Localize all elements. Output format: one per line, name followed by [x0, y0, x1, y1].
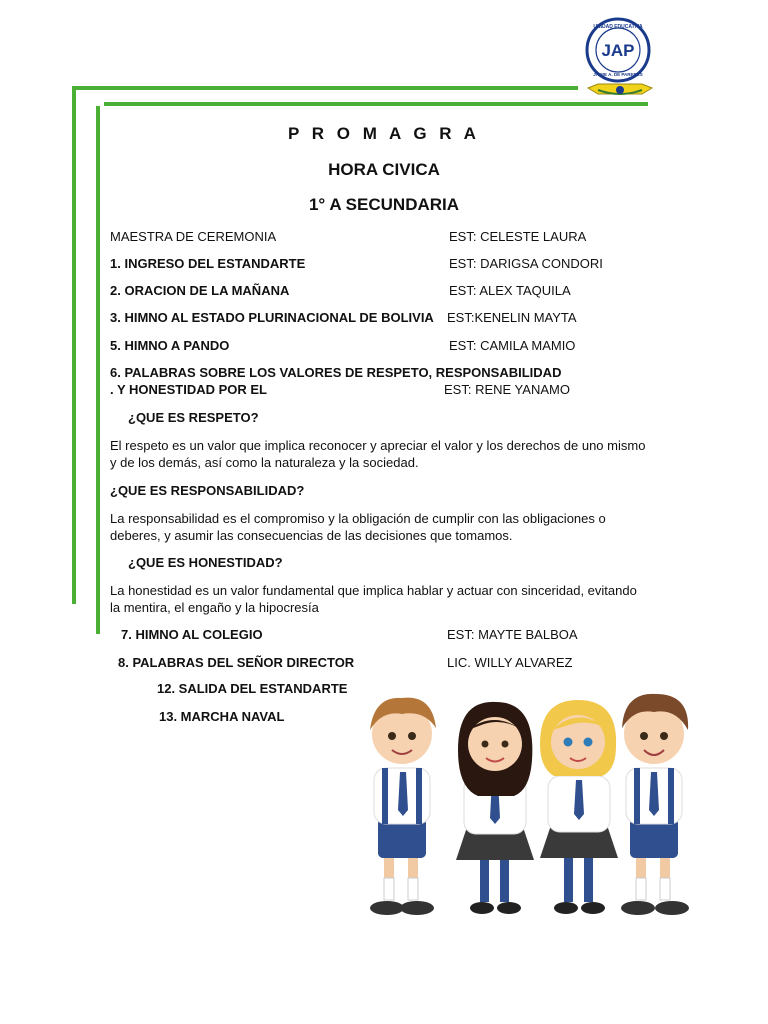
logo-text-top: UNIDAD EDUCATIVA: [593, 24, 643, 30]
program-item-ceremony-host: MAESTRA DE CEREMONIA: [110, 229, 277, 244]
program-person-morning-prayer: EST: ALEX TAQUILA: [449, 283, 571, 298]
program-item-school-anthem: 7. HIMNO AL COLEGIO: [121, 627, 263, 642]
program-item-flag-exit: 12. SALIDA DEL ESTANDARTE: [157, 681, 348, 696]
program-person-flag-entry: EST: DARIGSA CONDORI: [449, 256, 603, 271]
program-person-values-speech: EST: RENE YANAMO: [444, 382, 570, 397]
student-boy-left: [370, 698, 436, 915]
top-border-line-outer: [74, 86, 578, 90]
program-person-pando-anthem: EST: CAMILA MAMIO: [449, 338, 576, 353]
program-item-values-speech: 6. PALABRAS SOBRE LOS VALORES DE RESPETO, RESPONSABILIDAD: [110, 365, 562, 380]
program-item-director-speech: 8. PALABRAS DEL SEÑOR DIRECTOR: [118, 655, 355, 670]
question-respect: ¿QUE ES RESPETO?: [128, 410, 259, 425]
student-girl-blonde: [540, 700, 618, 914]
school-logo: [584, 16, 656, 106]
document-title: P R O M A G R A: [288, 124, 480, 143]
program-item-pando-anthem: 5. HIMNO A PANDO: [110, 338, 230, 353]
question-responsibility: ¿QUE ES RESPONSABILIDAD?: [110, 483, 305, 498]
logo-initials: JAP: [601, 41, 635, 60]
program-item-national-anthem: 3. HIMNO AL ESTADO PLURINACIONAL DE BOLIVIA: [110, 310, 434, 325]
question-honesty: ¿QUE ES HONESTIDAD?: [128, 555, 283, 570]
student-girl-dark-hair: [456, 702, 534, 914]
grade-heading: 1° A SECUNDARIA: [308, 195, 460, 214]
answer-respect: El respeto es un valor que implica reconocer y apreciar el valor y los derechos de uno mismo y de los demás, así como la naturaleza y la sociedad.: [110, 438, 646, 470]
program-person-ceremony-host: EST: CELESTE LAURA: [449, 229, 587, 244]
student-boy-right: [621, 694, 689, 915]
document-subtitle: HORA CIVICA: [328, 160, 440, 179]
answer-responsibility: La responsabilidad es el compromiso y la obligación de cumplir con las obligaciones o deberes, y asumir las consecuencias de las decisiones que tomamos.: [110, 511, 606, 543]
program-person-director-speech: LIC. WILLY ALVAREZ: [447, 655, 573, 670]
program-item-values-speech-cont: . Y HONESTIDAD POR EL: [110, 382, 267, 397]
left-border-line-inner: [96, 106, 100, 634]
answer-honesty: La honestidad es un valor fundamental que implica hablar y actuar con sinceridad, evitando la mentira, el engaño y la hipocresía: [110, 583, 637, 615]
students-illustration-icon: [354, 680, 708, 930]
top-border-line-inner: [104, 102, 648, 106]
program-item-flag-entry: 1. INGRESO DEL ESTANDARTE: [110, 256, 306, 271]
program-item-naval-march: 13. MARCHA NAVAL: [159, 709, 285, 724]
left-border-line-outer: [72, 86, 76, 604]
program-person-school-anthem: EST: MAYTE BALBOA: [447, 627, 578, 642]
program-person-national-anthem: EST:KENELIN MAYTA: [447, 310, 577, 325]
program-item-morning-prayer: 2. ORACION DE LA MAÑANA: [110, 283, 290, 298]
logo-text-bottom: JAIME A. DE PAREDES: [593, 72, 643, 77]
